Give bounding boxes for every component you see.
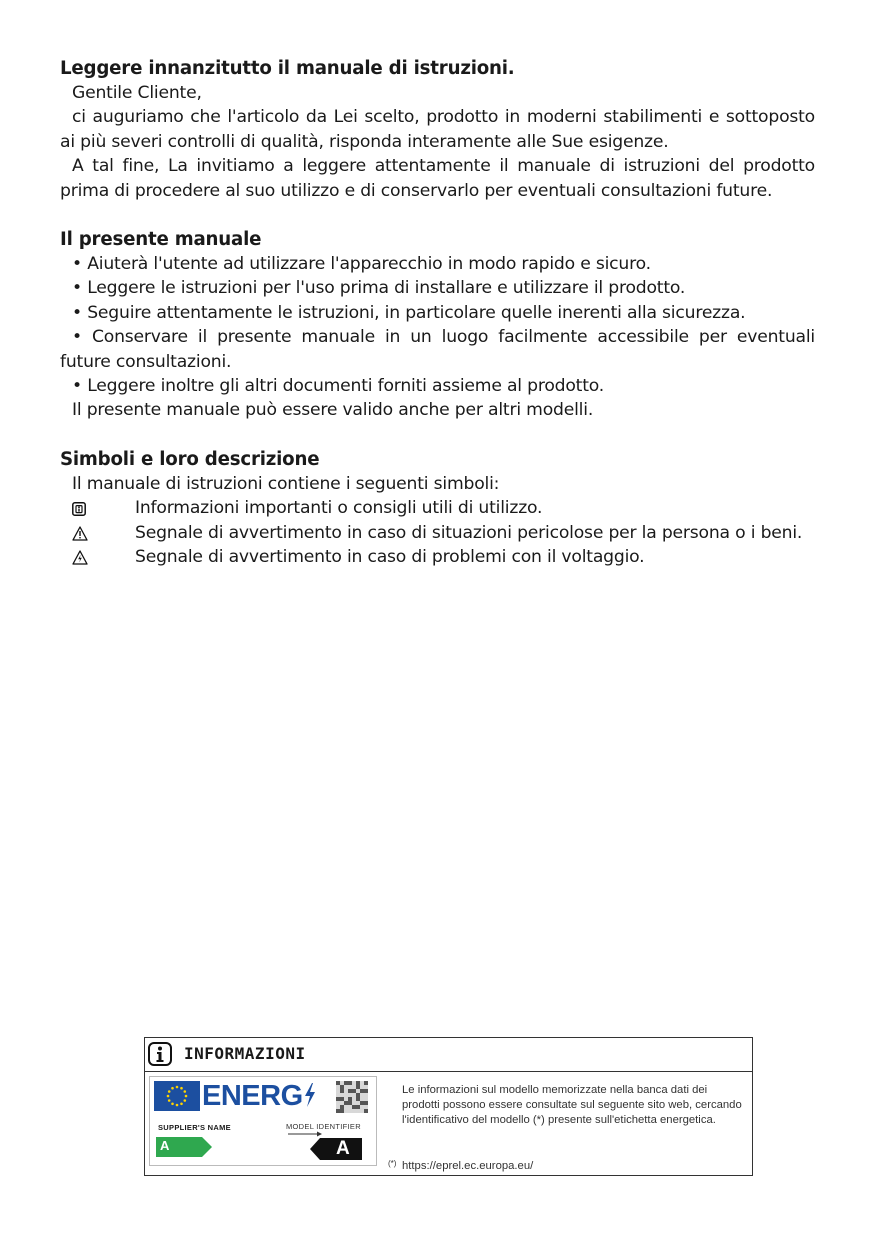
energy-class-black-arrow xyxy=(310,1138,362,1160)
info-icon xyxy=(60,496,135,520)
manual-item: • Seguire attentamente le istruzioni, in particolare quelle inerenti alla sicurezza. xyxy=(72,302,746,323)
symbol-description: Segnale di avvertimento in caso di problemi con il voltaggio. xyxy=(135,547,645,568)
eprel-url[interactable]: https://eprel.ec.europa.eu/ xyxy=(402,1160,534,1172)
voltage-warning-icon xyxy=(60,545,135,569)
greeting: Gentile Cliente, xyxy=(72,83,202,103)
information-text: Le informazioni sul modello memorizzate nella banca dati dei prodotti possono essere consultate sul seguente sito web, cercando l'identificativo del modello (*) presente sull'etichetta energetica. xyxy=(402,1084,742,1127)
energy-label xyxy=(149,1076,397,1168)
info-icon xyxy=(148,1042,172,1070)
intro-heading: Leggere innanzitutto il manuale di istruzioni. xyxy=(60,58,515,79)
energy-logo-text: ENERG xyxy=(202,1080,303,1112)
symbol-row xyxy=(60,521,815,545)
symbols-heading: Simboli e loro descrizione xyxy=(60,448,320,470)
manual-page xyxy=(60,56,815,570)
manual-item: • Leggere inoltre gli altri documenti forniti assieme al prodotto. xyxy=(72,376,605,397)
manual-item: • Leggere le istruzioni per l'uso prima di installare e utilizzare il prodotto. xyxy=(72,278,686,299)
energy-class-green-text: A xyxy=(160,1138,170,1153)
energy-class-green-arrow xyxy=(156,1137,212,1157)
symbol-description: Informazioni importanti o consigli utili di utilizzo. xyxy=(135,498,543,519)
symbol-description: Segnale di avvertimento in caso di situazioni pericolose per la persona o i beni. xyxy=(135,522,803,543)
energy-class-black-text: A xyxy=(336,1138,350,1159)
energy-logo xyxy=(202,1079,317,1113)
information-box-title: INFORMAZIONI xyxy=(184,1044,306,1063)
manual-item: • Aiuterà l'utente ad utilizzare l'apparecchio in modo rapido e sicuro. xyxy=(72,254,651,275)
symbol-row xyxy=(60,545,815,569)
warning-icon xyxy=(60,521,135,545)
information-box xyxy=(144,1037,753,1176)
information-box-header xyxy=(145,1038,752,1072)
intro-paragraph-2: A tal fine, La invitiamo a leggere attentamente il manuale di istruzioni del prodotto prima di procedere al suo utilizzo e di conservarlo per eventuali consultazioni future. xyxy=(60,156,815,201)
qr-code-icon xyxy=(336,1081,368,1113)
symbol-row xyxy=(60,496,815,520)
eu-flag-icon xyxy=(154,1081,200,1111)
model-marker: (*) xyxy=(388,1159,397,1168)
manual-heading: Il presente manuale xyxy=(60,229,262,251)
model-identifier-label: MODEL IDENTIFIER xyxy=(286,1122,361,1131)
symbols-intro: Il manuale di istruzioni contiene i seguenti simboli: xyxy=(72,473,500,494)
intro-paragraph-1: ci auguriamo che l'articolo da Lei scelto, prodotto in moderni stabilimenti e sottoposto ai più severi controlli di qualità, risponda interamente alle Sue esigenze. xyxy=(60,107,815,152)
manual-note: Il presente manuale può essere valido anche per altri modelli. xyxy=(72,400,594,421)
manual-item: • Conservare il presente manuale in un luogo facilmente accessibile per eventuali future consultazioni. xyxy=(60,327,815,372)
supplier-name: SUPPLIER'S NAME xyxy=(158,1123,231,1132)
